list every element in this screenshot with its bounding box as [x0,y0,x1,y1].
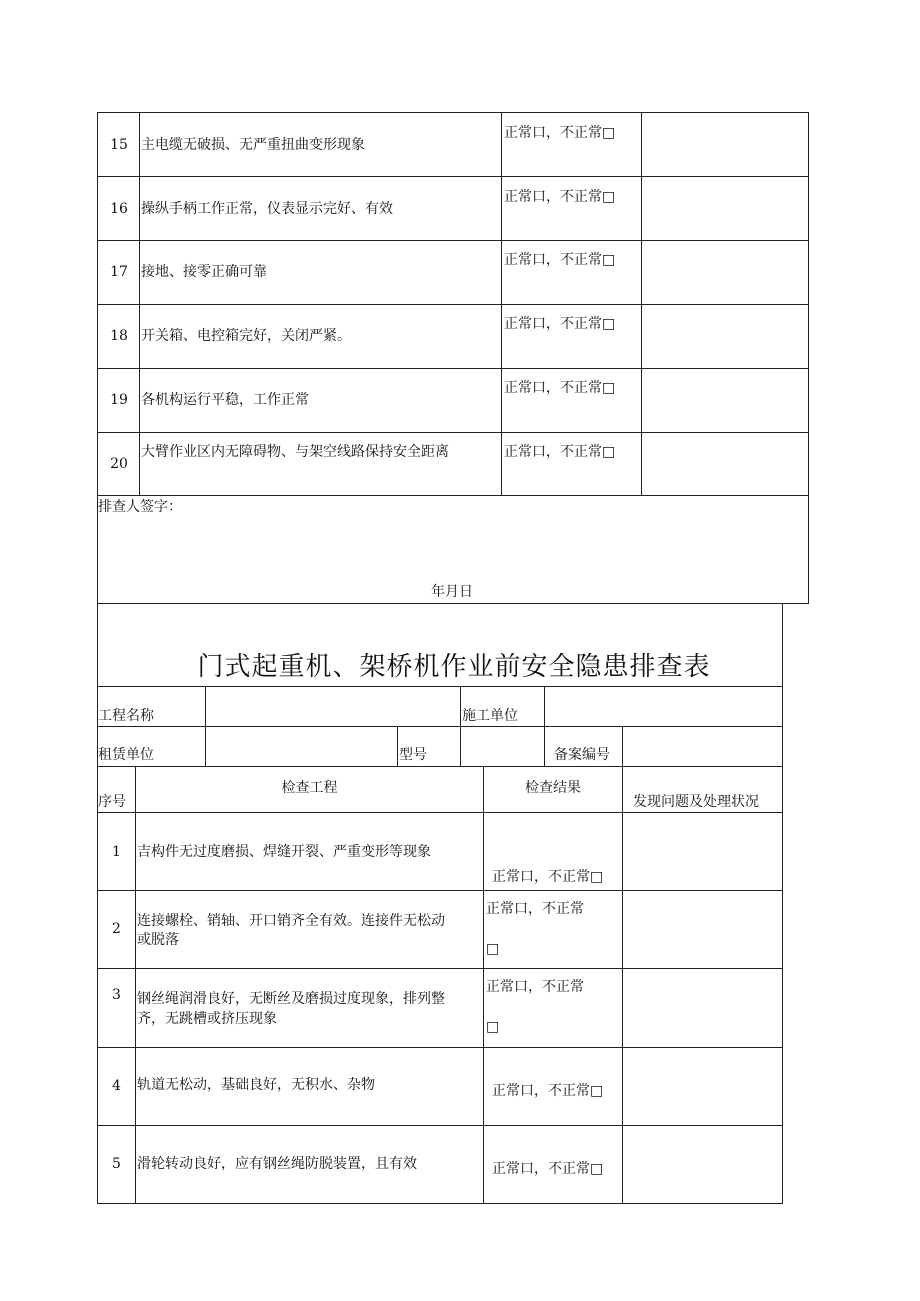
column-header-item: 检查工程 [281,780,338,796]
row-number: 4 [112,1078,121,1094]
column-divider [501,112,502,496]
check-result: 正常口，不正常□ [504,444,616,460]
column-header-issues: 发现问题及处理状况 [633,794,759,810]
signature-date: 年月日 [431,584,473,600]
row-divider [97,368,809,369]
check-result: 正常口，不正常□ [492,869,604,885]
row-number: 3 [112,987,121,1003]
check-result: 正常口，不正常□ [504,380,616,396]
row-number: 18 [110,328,128,344]
check-item: 各机构运行平稳，工作正常 [141,392,309,408]
check-result: 正常口，不正常 [486,979,584,995]
check-result: 正常口，不正常□ [504,189,616,205]
model-label: 型号 [399,747,427,763]
row-number: 16 [110,201,128,217]
row-number: 17 [110,264,128,280]
record-no-field[interactable] [623,727,782,766]
table-border [97,1203,783,1204]
check-result: 正常口，不正常□ [504,125,616,141]
row-number: 20 [110,456,128,472]
issues-field[interactable] [623,969,782,1047]
issues-field[interactable] [623,1126,782,1203]
check-item: 钢丝绳润滑良好，无断丝及磨损过度现象，排列整 [137,991,445,1007]
table-border [782,603,783,1204]
row-divider [97,766,783,767]
row-divider [97,240,809,241]
column-divider [641,112,642,496]
signature-label: 排查人签字： [98,499,182,515]
check-item: 操纵手柄工作正常，仪表显示完好、有效 [141,201,393,217]
project-name-label: 工程名称 [98,708,154,724]
lease-unit-field[interactable] [206,727,397,766]
check-result: 正常口，不正常□ [504,316,616,332]
construction-unit-field[interactable] [545,687,782,726]
construction-unit-label: 施工单位 [462,708,518,724]
issues-field[interactable] [623,1048,782,1125]
issues-field[interactable] [623,891,782,968]
check-item-continued: 齐，无跳槽或挤压现象 [137,1011,277,1027]
check-result: 正常口，不正常□ [504,252,616,268]
row-number: 19 [110,392,128,408]
check-item: 连接螺栓、销轴、开口销齐全有效。连接件无松动 [137,913,445,929]
table-border [808,112,809,604]
page-title: 门式起重机、架桥机作业前安全隐患排查表 [197,652,711,682]
column-divider [397,726,398,766]
column-divider [483,766,484,1204]
table-border [97,112,98,604]
column-divider [135,766,136,1204]
table-border [97,112,809,113]
lease-unit-label: 租赁单位 [98,747,154,763]
column-header-no: 序号 [98,794,126,810]
row-divider [97,304,809,305]
check-item: 主电缆无破损、无严重扭曲变形现象 [141,137,365,153]
row-number: 15 [110,137,128,153]
check-item-continued: 或脱落 [137,932,179,948]
table-border [97,603,809,604]
check-item: 吉构件无过度磨损、焊缝开裂、严重变形等现象 [137,844,431,860]
row-divider [97,812,135,813]
column-header-result: 检查结果 [525,780,581,796]
column-divider [139,112,140,496]
check-item: 滑轮转动良好，应有钢丝绳防脱装置，且有效 [137,1156,417,1172]
check-item: 轨道无松动，基础良好，无积水、杂物 [137,1077,375,1093]
check-result: 正常口，不正常 [486,901,584,917]
check-item: 接地、接零正确可靠 [141,264,267,280]
row-divider [97,176,809,177]
model-field[interactable] [461,727,544,766]
check-result: 正常口，不正常□ [492,1083,604,1099]
row-number: 5 [112,1156,121,1172]
project-name-field[interactable] [206,687,460,726]
check-result-box[interactable]: □ [486,941,500,957]
issues-field[interactable] [623,813,782,890]
row-number: 1 [112,844,121,860]
check-item: 大臂作业区内无障碍物、与架空线路保持安全距离 [141,444,449,460]
row-number: 2 [112,921,121,937]
row-divider [97,432,809,433]
row-divider [97,495,809,496]
table-border [97,603,98,1204]
record-no-label: 备案编号 [554,747,610,763]
check-result: 正常口，不正常□ [492,1161,604,1177]
check-item: 开关箱、电控箱完好，关闭严紧。 [141,328,351,344]
check-result-box[interactable]: □ [486,1019,500,1035]
